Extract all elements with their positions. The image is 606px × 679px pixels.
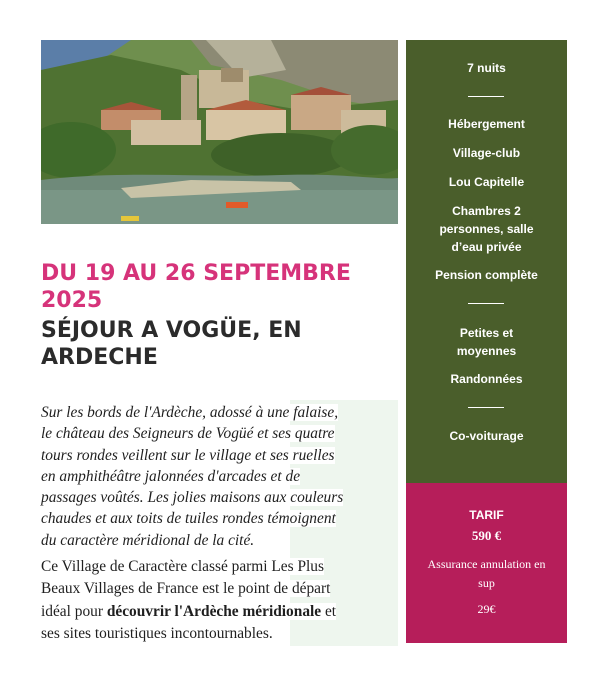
village-photo bbox=[41, 40, 398, 224]
village-line: Ce Village de Caractère classé parmi Les Plus bbox=[41, 558, 324, 575]
rooms-info: Chambres 2 personnes, salle d’eau privée bbox=[439, 204, 534, 254]
village-line-end: et bbox=[321, 602, 337, 620]
trip-details-panel bbox=[406, 40, 567, 483]
village-photo-icon bbox=[41, 40, 398, 224]
village-line bbox=[41, 603, 336, 620]
divider bbox=[468, 96, 504, 97]
transport-info: Co-voiturage bbox=[449, 429, 524, 443]
divider bbox=[468, 407, 504, 408]
description-line: le château des Seigneurs de Vogüé et ses quatre bbox=[41, 425, 335, 443]
trip-dates: DU 19 AU 26 SEPTEMBRE 2025 bbox=[41, 261, 351, 313]
description-line: Sur les bords de l'Ardèche, adossé à une falaise, bbox=[41, 404, 339, 421]
village-line: Beaux Villages de France est le point de départ bbox=[41, 580, 331, 598]
accommodation-name: Lou Capitelle bbox=[448, 175, 525, 189]
description-line: chaudes et aux toits de tuiles rondes témoignent bbox=[41, 510, 336, 528]
description-line: passages voûtés. Les jolies maisons aux couleurs bbox=[41, 489, 344, 507]
page-title: SÉJOUR A VOGÜE, EN ARDECHE bbox=[41, 318, 302, 370]
insurance-price: 29€ bbox=[477, 602, 496, 616]
tarif-price: 590 € bbox=[471, 528, 502, 543]
description-village bbox=[41, 556, 391, 646]
tarif-label: TARIF bbox=[469, 508, 504, 522]
description-line: du caractère méridional de la cité. bbox=[41, 531, 255, 549]
tarif-panel bbox=[406, 483, 567, 643]
village-line: ses sites touristiques incontournables. bbox=[41, 625, 273, 643]
accommodation-type: Village-club bbox=[452, 146, 521, 160]
accommodation-label: Hébergement bbox=[448, 117, 525, 131]
board-info: Pension complète bbox=[435, 268, 538, 282]
divider bbox=[468, 303, 504, 304]
description-line: en amphithéâtre jalonnées d'arcades et de bbox=[41, 467, 301, 485]
description-line: tours rondes veillent sur le village et ses ruelles bbox=[41, 446, 335, 464]
nights-count: 7 nuits bbox=[467, 61, 506, 75]
village-line-start: idéal pour bbox=[41, 602, 107, 620]
description-italic bbox=[41, 402, 391, 551]
insurance-label: Assurance annulation en sup bbox=[427, 557, 546, 590]
hikes-label: Randonnées bbox=[450, 372, 523, 386]
village-highlight: découvrir l'Ardèche méridionale bbox=[106, 602, 322, 620]
hikes-level: Petites et moyennes bbox=[456, 326, 517, 358]
